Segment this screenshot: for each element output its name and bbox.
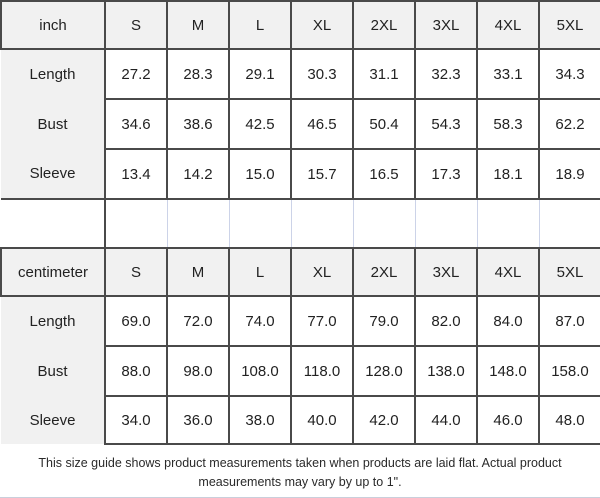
value-cell: 30.3 <box>291 49 353 99</box>
value-cell: 18.1 <box>477 149 539 199</box>
value-cell: 38.0 <box>229 396 291 444</box>
value-cell: 42.0 <box>353 396 415 444</box>
table-row <box>1 49 600 99</box>
value-cell: 98.0 <box>167 346 229 396</box>
value-cell: 77.0 <box>291 296 353 346</box>
value-cell: 58.3 <box>477 99 539 149</box>
size-header-cell: XL <box>291 1 353 49</box>
size-header-cell: S <box>105 1 167 49</box>
size-header-cell: M <box>167 248 229 296</box>
value-cell: 34.6 <box>105 99 167 149</box>
value-cell: 38.6 <box>167 99 229 149</box>
value-cell: 69.0 <box>105 296 167 346</box>
size-header-cell: L <box>229 248 291 296</box>
table-row <box>1 296 600 346</box>
value-cell: 88.0 <box>105 346 167 396</box>
value-cell: 84.0 <box>477 296 539 346</box>
value-cell: 15.0 <box>229 149 291 199</box>
value-cell: 40.0 <box>291 396 353 444</box>
centimeter-header-row <box>1 248 600 296</box>
spacer-cell <box>539 199 600 248</box>
spacer-cell <box>229 199 291 248</box>
value-cell: 28.3 <box>167 49 229 99</box>
spacer-cell <box>105 199 167 248</box>
table-row <box>1 346 600 396</box>
inch-header-row <box>1 1 600 49</box>
spacer-cell <box>291 199 353 248</box>
value-cell: 148.0 <box>477 346 539 396</box>
value-cell: 15.7 <box>291 149 353 199</box>
spacer-cell <box>415 199 477 248</box>
size-header-cell: XL <box>291 248 353 296</box>
value-cell: 34.3 <box>539 49 600 99</box>
value-cell: 82.0 <box>415 296 477 346</box>
value-cell: 72.0 <box>167 296 229 346</box>
value-cell: 18.9 <box>539 149 600 199</box>
size-header-cell: 3XL <box>415 248 477 296</box>
row-label-cell: Length <box>1 49 105 99</box>
size-header-cell: 2XL <box>353 1 415 49</box>
row-label-cell: Length <box>1 296 105 346</box>
value-cell: 48.0 <box>539 396 600 444</box>
value-cell: 79.0 <box>353 296 415 346</box>
spacer-cell <box>167 199 229 248</box>
row-label-cell: Sleeve <box>1 396 105 444</box>
spacer-row <box>1 199 600 248</box>
value-cell: 36.0 <box>167 396 229 444</box>
size-header-cell: 4XL <box>477 248 539 296</box>
value-cell: 29.1 <box>229 49 291 99</box>
value-cell: 118.0 <box>291 346 353 396</box>
value-cell: 31.1 <box>353 49 415 99</box>
spacer-cell <box>353 199 415 248</box>
size-header-cell: L <box>229 1 291 49</box>
value-cell: 138.0 <box>415 346 477 396</box>
value-cell: 158.0 <box>539 346 600 396</box>
size-header-cell: 5XL <box>539 248 600 296</box>
value-cell: 13.4 <box>105 149 167 199</box>
value-cell: 108.0 <box>229 346 291 396</box>
value-cell: 42.5 <box>229 99 291 149</box>
unit-header-cell: centimeter <box>1 248 105 296</box>
spacer-cell <box>1 199 105 248</box>
value-cell: 16.5 <box>353 149 415 199</box>
table-row <box>1 149 600 199</box>
value-cell: 14.2 <box>167 149 229 199</box>
value-cell: 27.2 <box>105 49 167 99</box>
row-label-cell: Sleeve <box>1 149 105 199</box>
size-header-cell: 2XL <box>353 248 415 296</box>
size-header-cell: S <box>105 248 167 296</box>
size-header-cell: 5XL <box>539 1 600 49</box>
value-cell: 33.1 <box>477 49 539 99</box>
value-cell: 54.3 <box>415 99 477 149</box>
value-cell: 46.5 <box>291 99 353 149</box>
unit-header-cell: inch <box>1 1 105 49</box>
spacer-cell <box>477 199 539 248</box>
value-cell: 128.0 <box>353 346 415 396</box>
row-label-cell: Bust <box>1 99 105 149</box>
value-cell: 87.0 <box>539 296 600 346</box>
value-cell: 32.3 <box>415 49 477 99</box>
row-label-cell: Bust <box>1 346 105 396</box>
value-cell: 17.3 <box>415 149 477 199</box>
table-row <box>1 99 600 149</box>
footer-note: This size guide shows product measurements taken when products are laid flat. Actual product measurements may vary by up to 1". <box>38 456 562 490</box>
value-cell: 74.0 <box>229 296 291 346</box>
table-row <box>1 396 600 444</box>
value-cell: 44.0 <box>415 396 477 444</box>
value-cell: 34.0 <box>105 396 167 444</box>
size-header-cell: M <box>167 1 229 49</box>
value-cell: 46.0 <box>477 396 539 444</box>
value-cell: 62.2 <box>539 99 600 149</box>
size-header-cell: 4XL <box>477 1 539 49</box>
value-cell: 50.4 <box>353 99 415 149</box>
size-header-cell: 3XL <box>415 1 477 49</box>
